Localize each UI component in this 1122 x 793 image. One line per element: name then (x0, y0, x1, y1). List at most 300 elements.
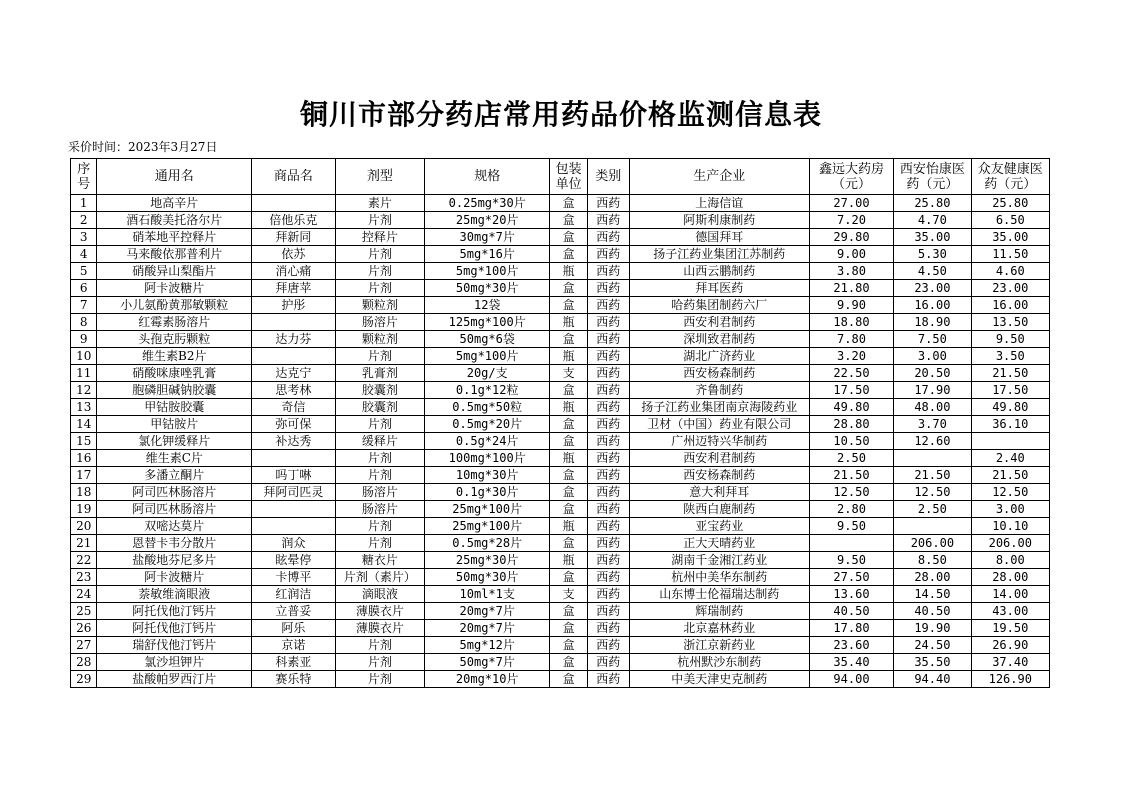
col-index-header: 序号 (71, 159, 97, 195)
col-price-zhongyou-cell: 8.00 (971, 552, 1049, 569)
col-package-unit-cell: 盒 (550, 416, 588, 433)
col-package-unit-cell: 盒 (550, 331, 588, 348)
col-index-cell: 5 (71, 263, 97, 280)
table-row (71, 331, 1050, 348)
col-manufacturer-cell: 杭州默沙东制药 (629, 654, 809, 671)
col-generic-name-cell: 维生素B2片 (97, 348, 252, 365)
col-manufacturer-cell: 西安杨森制药 (629, 467, 809, 484)
col-generic-name-cell: 盐酸帕罗西汀片 (97, 671, 252, 688)
col-price-xinyuan-cell: 27.50 (809, 569, 893, 586)
col-category-cell: 西药 (587, 603, 629, 620)
col-spec-cell: 25mg*20片 (425, 212, 550, 229)
col-category-cell: 西药 (587, 314, 629, 331)
col-brand-name-cell: 润众 (252, 535, 335, 552)
col-generic-name-cell: 小儿氨酚黄那敏颗粒 (97, 297, 252, 314)
col-brand-name-cell: 奇信 (252, 399, 335, 416)
col-category-cell: 西药 (587, 195, 629, 212)
col-dosage-form-cell: 控释片 (335, 229, 425, 246)
col-price-yikang-cell: 19.90 (894, 620, 971, 637)
col-spec-cell: 0.1g*12粒 (425, 382, 550, 399)
col-generic-name-cell: 恩替卡韦分散片 (97, 535, 252, 552)
col-manufacturer-cell: 西安利君制药 (629, 314, 809, 331)
col-manufacturer-cell: 齐鲁制药 (629, 382, 809, 399)
col-manufacturer-cell: 深圳致君制药 (629, 331, 809, 348)
col-package-unit-cell: 盒 (550, 620, 588, 637)
col-manufacturer-cell: 浙江京新药业 (629, 637, 809, 654)
col-price-zhongyou-cell: 11.50 (971, 246, 1049, 263)
col-generic-name-cell: 阿托伐他汀钙片 (97, 603, 252, 620)
col-package-unit-cell: 盒 (550, 501, 588, 518)
col-price-zhongyou-cell: 126.90 (971, 671, 1049, 688)
col-generic-name-cell: 阿司匹林肠溶片 (97, 501, 252, 518)
col-generic-name-cell: 阿卡波糖片 (97, 280, 252, 297)
col-price-zhongyou-cell: 21.50 (971, 467, 1049, 484)
col-price-zhongyou-cell: 16.00 (971, 297, 1049, 314)
col-index-cell: 28 (71, 654, 97, 671)
col-brand-name-cell: 眩晕停 (252, 552, 335, 569)
col-manufacturer-cell: 杭州中美华东制药 (629, 569, 809, 586)
table-row (71, 467, 1050, 484)
col-price-xinyuan-cell: 3.80 (809, 263, 893, 280)
col-generic-name-cell: 氯化钾缓释片 (97, 433, 252, 450)
col-brand-name-cell: 赛乐特 (252, 671, 335, 688)
col-price-xinyuan-cell: 22.50 (809, 365, 893, 382)
col-category-cell: 西药 (587, 382, 629, 399)
col-price-xinyuan-cell: 40.50 (809, 603, 893, 620)
col-price-xinyuan-cell: 23.60 (809, 637, 893, 654)
col-price-yikang-cell: 206.00 (894, 535, 971, 552)
col-index-cell: 8 (71, 314, 97, 331)
col-dosage-form-cell: 薄膜衣片 (335, 620, 425, 637)
table-row (71, 314, 1050, 331)
col-price-xinyuan-cell: 29.80 (809, 229, 893, 246)
col-package-unit-cell: 盒 (550, 212, 588, 229)
col-price-zhongyou-cell: 13.50 (971, 314, 1049, 331)
col-manufacturer-cell: 山西云鹏制药 (629, 263, 809, 280)
col-price-yikang-cell: 12.60 (894, 433, 971, 450)
table-row (71, 416, 1050, 433)
col-index-cell: 24 (71, 586, 97, 603)
col-spec-cell: 20mg*7片 (425, 603, 550, 620)
col-dosage-form-cell: 片剂 (335, 654, 425, 671)
col-category-cell: 西药 (587, 263, 629, 280)
col-price-xinyuan-cell: 28.80 (809, 416, 893, 433)
col-package-unit-cell: 盒 (550, 654, 588, 671)
col-price-zhongyou-cell: 2.40 (971, 450, 1049, 467)
col-price-yikang-cell: 94.40 (894, 671, 971, 688)
col-price-xinyuan-cell: 12.50 (809, 484, 893, 501)
col-brand-name-cell: 弥可保 (252, 416, 335, 433)
col-spec-cell: 50mg*30片 (425, 569, 550, 586)
col-price-xinyuan-cell: 49.80 (809, 399, 893, 416)
col-brand-name-cell: 京诺 (252, 637, 335, 654)
col-spec-cell: 25mg*100片 (425, 518, 550, 535)
col-price-zhongyou-cell: 36.10 (971, 416, 1049, 433)
col-price-yikang-cell: 4.50 (894, 263, 971, 280)
col-generic-name-cell: 硝苯地平控释片 (97, 229, 252, 246)
col-price-zhongyou-cell: 4.60 (971, 263, 1049, 280)
col-generic-name-cell: 地高辛片 (97, 195, 252, 212)
survey-date: 采价时间：2023年3月27日 (68, 140, 218, 154)
col-category-cell: 西药 (587, 229, 629, 246)
col-dosage-form-cell: 片剂 (335, 416, 425, 433)
col-category-cell: 西药 (587, 586, 629, 603)
col-price-zhongyou-cell: 25.80 (971, 195, 1049, 212)
col-price-zhongyou-cell: 21.50 (971, 365, 1049, 382)
table-row (71, 297, 1050, 314)
col-price-zhongyou-header: 众友健康医药（元） (971, 159, 1049, 195)
col-price-xinyuan-cell: 18.80 (809, 314, 893, 331)
col-spec-cell: 20mg*7片 (425, 620, 550, 637)
col-manufacturer-cell: 意大利拜耳 (629, 484, 809, 501)
col-price-xinyuan-header: 鑫远大药房（元） (809, 159, 893, 195)
table-row (71, 365, 1050, 382)
col-category-cell: 西药 (587, 246, 629, 263)
col-generic-name-cell: 酒石酸美托洛尔片 (97, 212, 252, 229)
col-price-zhongyou-cell: 49.80 (971, 399, 1049, 416)
col-category-cell: 西药 (587, 654, 629, 671)
col-category-cell: 西药 (587, 620, 629, 637)
col-price-xinyuan-cell: 17.50 (809, 382, 893, 399)
col-price-zhongyou-cell: 3.50 (971, 348, 1049, 365)
col-dosage-form-cell: 片剂 (335, 535, 425, 552)
col-package-unit-cell: 瓶 (550, 348, 588, 365)
col-index-cell: 26 (71, 620, 97, 637)
col-brand-name-cell: 拜阿司匹灵 (252, 484, 335, 501)
col-index-cell: 12 (71, 382, 97, 399)
col-price-yikang-cell: 24.50 (894, 637, 971, 654)
col-index-cell: 25 (71, 603, 97, 620)
col-dosage-form-cell: 滴眼液 (335, 586, 425, 603)
col-price-yikang-cell: 48.00 (894, 399, 971, 416)
col-spec-cell: 12袋 (425, 297, 550, 314)
col-price-xinyuan-cell: 9.90 (809, 297, 893, 314)
col-category-cell: 西药 (587, 450, 629, 467)
col-brand-name-header: 商品名 (252, 159, 335, 195)
col-brand-name-cell: 补达秀 (252, 433, 335, 450)
col-price-yikang-cell: 35.50 (894, 654, 971, 671)
table-row (71, 501, 1050, 518)
table-row (71, 280, 1050, 297)
col-dosage-form-cell: 肠溶片 (335, 501, 425, 518)
col-index-cell: 1 (71, 195, 97, 212)
table-body (71, 195, 1050, 688)
col-price-xinyuan-cell: 9.50 (809, 518, 893, 535)
col-price-zhongyou-cell: 6.50 (971, 212, 1049, 229)
col-price-yikang-cell: 8.50 (894, 552, 971, 569)
col-spec-cell: 30mg*7片 (425, 229, 550, 246)
table-row (71, 382, 1050, 399)
col-package-unit-cell: 盒 (550, 671, 588, 688)
col-brand-name-cell: 卡博平 (252, 569, 335, 586)
col-manufacturer-cell: 北京嘉林药业 (629, 620, 809, 637)
col-index-cell: 17 (71, 467, 97, 484)
col-manufacturer-cell: 湖南千金湘江药业 (629, 552, 809, 569)
col-package-unit-cell: 瓶 (550, 450, 588, 467)
col-index-cell: 9 (71, 331, 97, 348)
col-index-cell: 4 (71, 246, 97, 263)
col-spec-cell: 0.1g*30片 (425, 484, 550, 501)
col-dosage-form-cell: 糖衣片 (335, 552, 425, 569)
table-row (71, 484, 1050, 501)
col-index-cell: 20 (71, 518, 97, 535)
col-manufacturer-cell: 阿斯利康制药 (629, 212, 809, 229)
col-category-cell: 西药 (587, 331, 629, 348)
col-category-cell: 西药 (587, 484, 629, 501)
col-price-xinyuan-cell: 10.50 (809, 433, 893, 450)
col-generic-name-header: 通用名 (97, 159, 252, 195)
col-dosage-form-cell: 胶囊剂 (335, 399, 425, 416)
col-category-cell: 西药 (587, 552, 629, 569)
col-brand-name-cell: 达力芬 (252, 331, 335, 348)
col-category-cell: 西药 (587, 518, 629, 535)
table-row (71, 246, 1050, 263)
col-brand-name-cell: 护彤 (252, 297, 335, 314)
col-dosage-form-cell: 肠溶片 (335, 314, 425, 331)
col-price-zhongyou-cell: 12.50 (971, 484, 1049, 501)
col-price-zhongyou-cell: 3.00 (971, 501, 1049, 518)
col-price-yikang-cell: 14.50 (894, 586, 971, 603)
col-spec-cell: 50mg*30片 (425, 280, 550, 297)
col-category-cell: 西药 (587, 433, 629, 450)
col-brand-name-cell: 思考林 (252, 382, 335, 399)
col-index-cell: 21 (71, 535, 97, 552)
table-row (71, 229, 1050, 246)
col-index-cell: 13 (71, 399, 97, 416)
col-index-cell: 18 (71, 484, 97, 501)
col-index-cell: 11 (71, 365, 97, 382)
price-table (70, 158, 1050, 688)
col-dosage-form-cell: 片剂 (335, 280, 425, 297)
col-price-yikang-cell: 3.70 (894, 416, 971, 433)
col-index-cell: 27 (71, 637, 97, 654)
col-generic-name-cell: 阿卡波糖片 (97, 569, 252, 586)
col-manufacturer-cell: 扬子江药业集团江苏制药 (629, 246, 809, 263)
col-dosage-form-cell: 片剂 (335, 263, 425, 280)
col-manufacturer-cell: 辉瑞制药 (629, 603, 809, 620)
col-dosage-form-cell: 颗粒剂 (335, 297, 425, 314)
col-price-yikang-cell: 35.00 (894, 229, 971, 246)
col-price-yikang-cell: 18.90 (894, 314, 971, 331)
col-generic-name-cell: 阿司匹林肠溶片 (97, 484, 252, 501)
col-dosage-form-cell: 薄膜衣片 (335, 603, 425, 620)
col-price-yikang-cell: 17.90 (894, 382, 971, 399)
col-price-xinyuan-cell: 9.00 (809, 246, 893, 263)
col-manufacturer-cell: 亚宝药业 (629, 518, 809, 535)
col-price-xinyuan-cell: 3.20 (809, 348, 893, 365)
col-spec-cell: 0.5mg*20片 (425, 416, 550, 433)
col-category-cell: 西药 (587, 297, 629, 314)
table-row (71, 399, 1050, 416)
col-spec-cell: 10mg*30片 (425, 467, 550, 484)
col-index-cell: 10 (71, 348, 97, 365)
table-row (71, 620, 1050, 637)
col-dosage-form-cell: 片剂 (335, 212, 425, 229)
col-spec-cell: 20g/支 (425, 365, 550, 382)
col-index-cell: 23 (71, 569, 97, 586)
col-category-cell: 西药 (587, 399, 629, 416)
col-dosage-form-cell: 肠溶片 (335, 484, 425, 501)
col-category-cell: 西药 (587, 501, 629, 518)
col-price-yikang-cell: 3.00 (894, 348, 971, 365)
col-package-unit-cell: 盒 (550, 382, 588, 399)
col-spec-cell: 10ml*1支 (425, 586, 550, 603)
col-price-zhongyou-cell: 37.40 (971, 654, 1049, 671)
col-price-zhongyou-cell: 10.10 (971, 518, 1049, 535)
col-spec-cell: 5mg*100片 (425, 348, 550, 365)
col-spec-cell: 0.5mg*28片 (425, 535, 550, 552)
col-generic-name-cell: 双嘧达莫片 (97, 518, 252, 535)
col-price-yikang-cell: 16.00 (894, 297, 971, 314)
col-price-xinyuan-cell: 7.20 (809, 212, 893, 229)
col-price-yikang-cell: 4.70 (894, 212, 971, 229)
col-generic-name-cell: 氯沙坦钾片 (97, 654, 252, 671)
col-generic-name-cell: 头孢克肟颗粒 (97, 331, 252, 348)
col-package-unit-cell: 盒 (550, 297, 588, 314)
col-brand-name-cell (252, 501, 335, 518)
col-price-zhongyou-cell: 206.00 (971, 535, 1049, 552)
col-price-zhongyou-cell: 23.00 (971, 280, 1049, 297)
col-price-xinyuan-cell: 2.50 (809, 450, 893, 467)
col-spec-cell: 50mg*6袋 (425, 331, 550, 348)
col-brand-name-cell: 红润洁 (252, 586, 335, 603)
col-category-cell: 西药 (587, 416, 629, 433)
col-brand-name-cell: 立普妥 (252, 603, 335, 620)
table-row (71, 212, 1050, 229)
col-dosage-form-cell: 乳膏剂 (335, 365, 425, 382)
col-price-zhongyou-cell: 35.00 (971, 229, 1049, 246)
col-generic-name-cell: 阿托伐他汀钙片 (97, 620, 252, 637)
col-package-unit-cell: 支 (550, 365, 588, 382)
col-price-zhongyou-cell: 26.90 (971, 637, 1049, 654)
col-price-xinyuan-cell: 21.50 (809, 467, 893, 484)
col-price-xinyuan-cell: 13.60 (809, 586, 893, 603)
col-package-unit-cell: 盒 (550, 484, 588, 501)
page-title: 铜川市部分药店常用药品价格监测信息表 (299, 98, 822, 131)
col-spec-header: 规格 (425, 159, 550, 195)
col-dosage-form-cell: 片剂（素片） (335, 569, 425, 586)
col-index-cell: 7 (71, 297, 97, 314)
col-category-header: 类别 (587, 159, 629, 195)
col-package-unit-cell: 盒 (550, 603, 588, 620)
col-package-unit-cell: 盒 (550, 246, 588, 263)
col-manufacturer-cell: 上海信谊 (629, 195, 809, 212)
col-brand-name-cell (252, 348, 335, 365)
col-category-cell: 西药 (587, 348, 629, 365)
col-category-cell: 西药 (587, 535, 629, 552)
col-manufacturer-cell: 西安利君制药 (629, 450, 809, 467)
table-row (71, 654, 1050, 671)
col-generic-name-cell: 萘敏维滴眼液 (97, 586, 252, 603)
col-dosage-form-cell: 片剂 (335, 671, 425, 688)
col-spec-cell: 0.5mg*50粒 (425, 399, 550, 416)
table-row (71, 433, 1050, 450)
col-price-yikang-header: 西安怡康医药（元） (894, 159, 971, 195)
col-package-unit-cell: 瓶 (550, 399, 588, 416)
col-price-xinyuan-cell: 9.50 (809, 552, 893, 569)
col-dosage-form-cell: 片剂 (335, 348, 425, 365)
table-row (71, 603, 1050, 620)
col-generic-name-cell: 甲钴胺胶囊 (97, 399, 252, 416)
col-index-cell: 16 (71, 450, 97, 467)
col-spec-cell: 125mg*100片 (425, 314, 550, 331)
col-brand-name-cell: 科素亚 (252, 654, 335, 671)
col-price-zhongyou-cell: 14.00 (971, 586, 1049, 603)
col-manufacturer-cell: 扬子江药业集团南京海陵药业 (629, 399, 809, 416)
col-package-unit-cell: 盒 (550, 467, 588, 484)
col-manufacturer-cell: 拜耳医药 (629, 280, 809, 297)
col-generic-name-cell: 维生素C片 (97, 450, 252, 467)
col-index-cell: 29 (71, 671, 97, 688)
col-price-zhongyou-cell: 9.50 (971, 331, 1049, 348)
col-manufacturer-cell: 山东博士伦福瑞达制药 (629, 586, 809, 603)
col-generic-name-cell: 马来酸依那普利片 (97, 246, 252, 263)
col-index-cell: 3 (71, 229, 97, 246)
col-spec-cell: 20mg*10片 (425, 671, 550, 688)
col-price-yikang-cell: 5.30 (894, 246, 971, 263)
col-manufacturer-cell: 中美天津史克制药 (629, 671, 809, 688)
col-price-yikang-cell: 7.50 (894, 331, 971, 348)
col-spec-cell: 0.25mg*30片 (425, 195, 550, 212)
col-package-unit-cell: 盒 (550, 195, 588, 212)
col-dosage-form-cell: 胶囊剂 (335, 382, 425, 399)
table-row (71, 450, 1050, 467)
col-spec-cell: 100mg*100片 (425, 450, 550, 467)
col-package-unit-cell: 瓶 (550, 263, 588, 280)
col-spec-cell: 50mg*7片 (425, 654, 550, 671)
col-manufacturer-cell: 卫材（中国）药业有限公司 (629, 416, 809, 433)
col-dosage-form-cell: 片剂 (335, 246, 425, 263)
col-brand-name-cell: 拜唐苹 (252, 280, 335, 297)
col-category-cell: 西药 (587, 212, 629, 229)
col-package-unit-cell: 盒 (550, 637, 588, 654)
col-manufacturer-cell: 哈药集团制药六厂 (629, 297, 809, 314)
col-generic-name-cell: 胞磷胆碱钠胶囊 (97, 382, 252, 399)
col-generic-name-cell: 盐酸地芬尼多片 (97, 552, 252, 569)
col-price-zhongyou-cell: 43.00 (971, 603, 1049, 620)
col-package-unit-cell: 支 (550, 586, 588, 603)
col-brand-name-cell: 消心痛 (252, 263, 335, 280)
col-brand-name-cell (252, 518, 335, 535)
col-price-xinyuan-cell: 94.00 (809, 671, 893, 688)
col-dosage-form-header: 剂型 (335, 159, 425, 195)
col-package-unit-cell: 盒 (550, 535, 588, 552)
col-dosage-form-cell: 缓释片 (335, 433, 425, 450)
col-dosage-form-cell: 片剂 (335, 518, 425, 535)
col-package-unit-header: 包装单位 (550, 159, 588, 195)
col-spec-cell: 5mg*12片 (425, 637, 550, 654)
col-price-xinyuan-cell: 27.00 (809, 195, 893, 212)
col-package-unit-cell: 瓶 (550, 518, 588, 535)
table-row (71, 348, 1050, 365)
table-row (71, 586, 1050, 603)
col-price-yikang-cell: 21.50 (894, 467, 971, 484)
col-brand-name-cell (252, 195, 335, 212)
col-index-cell: 2 (71, 212, 97, 229)
col-dosage-form-cell: 片剂 (335, 637, 425, 654)
col-price-zhongyou-cell (971, 433, 1049, 450)
col-package-unit-cell: 盒 (550, 433, 588, 450)
col-manufacturer-cell: 陕西白鹿制药 (629, 501, 809, 518)
col-price-yikang-cell (894, 450, 971, 467)
col-brand-name-cell: 吗丁啉 (252, 467, 335, 484)
col-brand-name-cell: 阿乐 (252, 620, 335, 637)
col-brand-name-cell: 倍他乐克 (252, 212, 335, 229)
col-price-xinyuan-cell: 2.80 (809, 501, 893, 518)
table-header-row (71, 159, 1050, 195)
col-price-yikang-cell: 40.50 (894, 603, 971, 620)
col-package-unit-cell: 盒 (550, 229, 588, 246)
